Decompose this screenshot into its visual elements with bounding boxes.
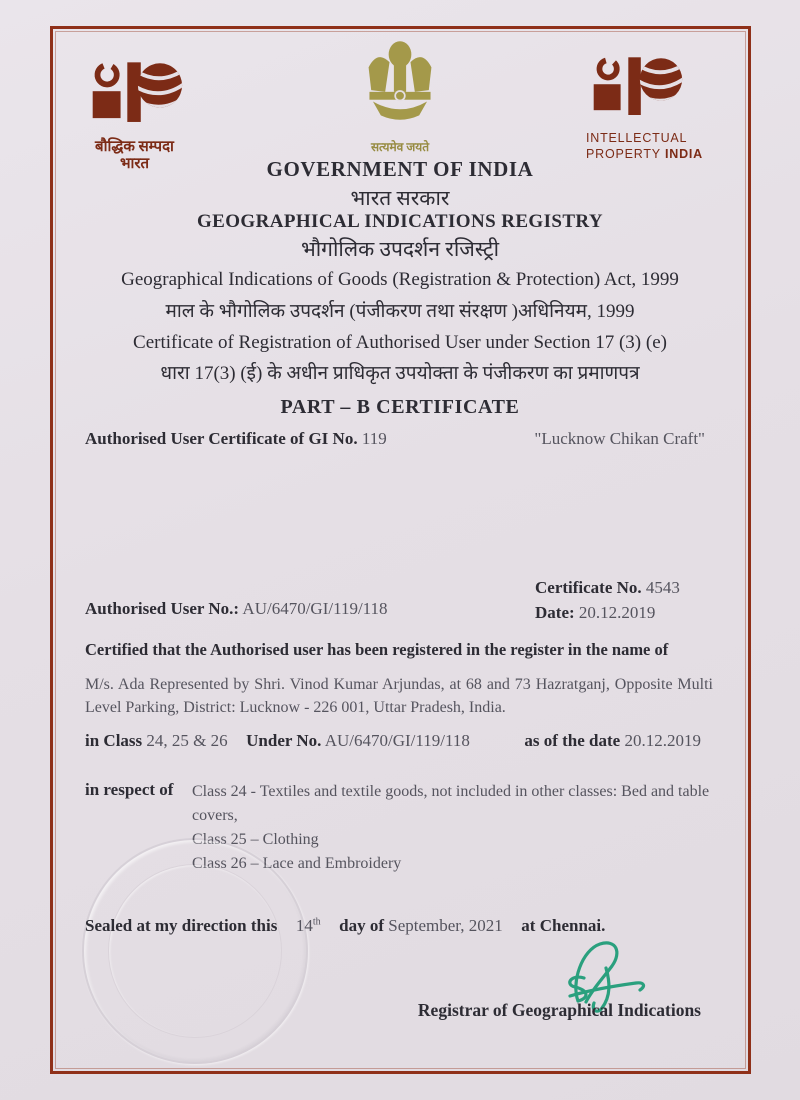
section-title: Certificate of Registration of Authorised User under Section 17 (3) (e) xyxy=(133,332,667,353)
ip-india-english-caption: INTELLECTUAL PROPERTY INDIA xyxy=(586,131,704,161)
certified-statement: Certified that the Authorised user has been registered in the register in the name of xyxy=(85,640,669,659)
ip-india-logo-left xyxy=(72,60,197,172)
gi-number-row xyxy=(85,429,705,449)
ip-india-hindi-caption: बौद्धिक सम्पदा भारत xyxy=(95,139,174,172)
emblem-motto: सत्यमेव जयते xyxy=(370,140,430,154)
ip-india-logo-right xyxy=(586,56,722,162)
gi-number: Authorised User Certificate of GI No. 119 xyxy=(85,429,387,448)
part-b-certificate-title: PART – B CERTIFICATE xyxy=(280,396,520,418)
act-title-hindi: माल के भौगोलिक उपदर्शन (पंजीकरण तथा संरक्षण )अधिनियम, 1999 xyxy=(165,301,635,322)
ashoka-emblem-icon xyxy=(356,36,444,132)
class-descriptions xyxy=(192,780,712,876)
class-row: in Class 24, 25 & 26 Under No. AU/6470/GI/119/118 as of the date 20.12.2019 xyxy=(85,731,701,750)
act-title: Geographical Indications of Goods (Registration & Protection) Act, 1999 xyxy=(121,269,679,290)
registry-title-hindi: भौगोलिक उपदर्शन रजिस्ट्री xyxy=(300,237,500,261)
certificate-date: Date: 20.12.2019 xyxy=(535,602,656,622)
registry-title: GEOGRAPHICAL INDICATIONS REGISTRY xyxy=(197,211,603,232)
class-25-description: Class 25 – Clothing xyxy=(192,831,319,848)
gi-name: "Lucknow Chikan Craft" xyxy=(534,429,705,448)
certificate-number: Certificate No. 4543 xyxy=(535,578,680,597)
section-title-hindi: धारा 17(3) (ई) के अधीन प्राधिकृत उपयोक्ता के पंजीकरण का प्रमाणपत्र xyxy=(160,363,640,384)
government-of-india-hindi: भारत सरकार xyxy=(350,186,450,210)
in-respect-of-label: in respect of xyxy=(85,780,174,799)
class-26-description: Class 26 – Lace and Embroidery xyxy=(192,855,402,872)
registered-holder: M/s. Ada Represented by Shri. Vinod Kumar Arjundas, at 68 and 73 Hazratganj, Opposite Multi Level Parking, District: Lucknow - 226 001, Uttar Pradesh, India. xyxy=(85,676,713,716)
certificate-number-block xyxy=(535,576,680,625)
embossed-seal xyxy=(82,838,308,1064)
national-emblem xyxy=(328,36,472,155)
authorised-user-number: Authorised User No.: AU/6470/GI/119/118 xyxy=(85,599,388,618)
ip-india-logo-icon xyxy=(586,56,686,124)
registrar-title: Registrar of Geographical Indications xyxy=(417,1000,701,1020)
ip-india-logo-icon xyxy=(85,60,185,132)
sealed-statement: Sealed at my direction this 14th day of September, 2021 at Chennai. xyxy=(85,916,606,935)
class-24-description: Class 24 - Textiles and textile goods, not included in other classes: Bed and table covers, xyxy=(192,783,710,824)
government-of-india-title: GOVERNMENT OF INDIA xyxy=(266,157,534,181)
